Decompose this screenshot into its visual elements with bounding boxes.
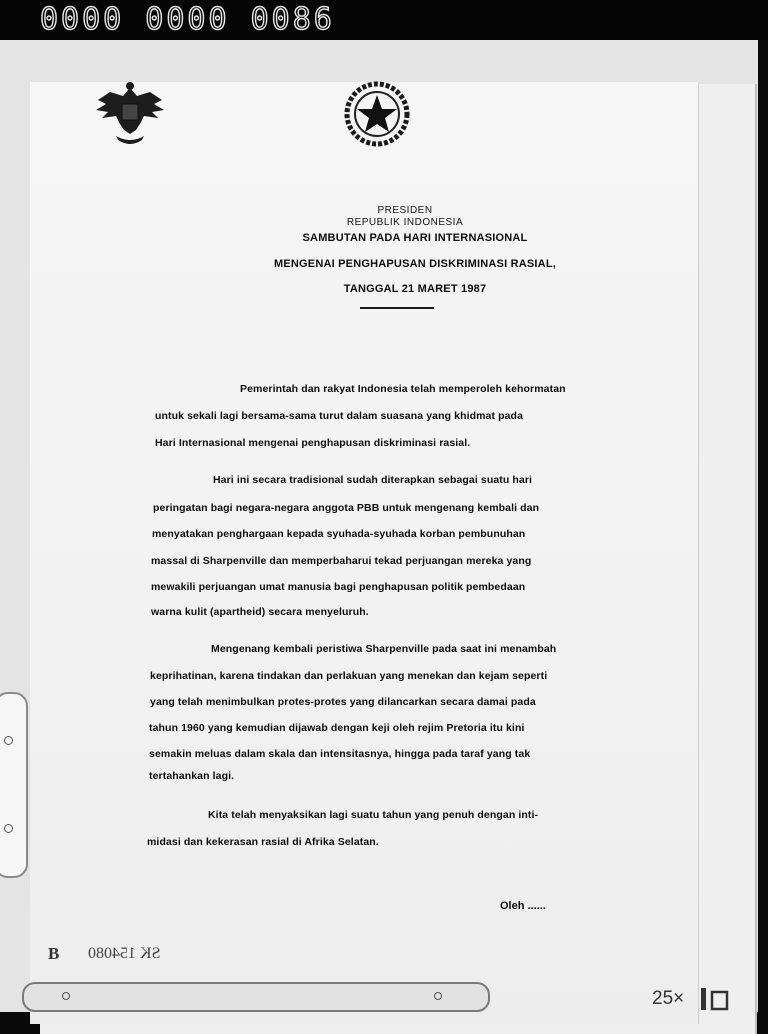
document-page	[30, 82, 698, 1024]
paragraph-2-line-1: Hari ini secara tradisional sudah diterapkan sebagai suatu hari	[213, 474, 533, 486]
paragraph-2-line-2: peringatan bagi negara-negara anggota PBB untuk mengenang kembali dan	[153, 502, 540, 514]
garuda-pancasila-emblem-icon	[90, 78, 170, 150]
paragraph-1-line-2: untuk sekali lagi bersama-sama turut dalam suasana yang khidmat pada	[155, 410, 524, 422]
paragraph-3-line-2: keprihatinan, karena tindakan dan perlakuan yang menekan dan kejam seperti	[150, 670, 548, 682]
paragraph-1-line-1: Pemerintah dan rakyat Indonesia telah memperoleh kehormatan	[240, 383, 566, 395]
scanned-document-area	[0, 40, 758, 1012]
reduction-ratio-box-icon	[700, 986, 730, 1012]
letterhead-title	[330, 205, 480, 229]
document-title-line-3: TANGGAL 21 MARET 1987	[343, 283, 487, 295]
binder-clip-bottom	[22, 982, 490, 1012]
paragraph-2-line-3: menyatakan penghargaan kepada syuhada-syuhada korban pembunuhan	[152, 528, 526, 540]
paragraph-3-line-3: yang telah menimbulkan protes-protes yang dilancarkan secara damai pada	[150, 696, 536, 708]
paragraph-4-line-2: midasi dan kekerasan rasial di Afrika Selatan.	[147, 836, 379, 848]
presidential-star-seal-icon	[335, 80, 419, 152]
paragraph-3-line-5: semakin meluas dalam skala dan intensitasnya, hingga pada taraf yang tak	[149, 748, 531, 760]
closing-continuation: Oleh ......	[500, 900, 546, 912]
archive-letter-mark: B	[48, 944, 60, 963]
paragraph-4-line-1: Kita telah menyaksikan lagi suatu tahun yang penuh dengan inti-	[208, 809, 539, 821]
film-frame-number: 0000 0000 0086	[40, 2, 335, 37]
paragraph-1-line-3: Hari Internasional mengenai penghapusan diskriminasi rasial.	[155, 437, 471, 449]
strip-hole-right	[434, 992, 442, 1000]
clip-hole-bottom	[4, 824, 13, 833]
strip-hole-left	[62, 992, 70, 1000]
paragraph-3-line-1: Mengenang kembali peristiwa Sharpenville pada saat ini menambah	[211, 643, 557, 655]
reduction-ratio-label: 25×	[652, 988, 685, 1009]
paragraph-3-line-6: tertahankan lagi.	[149, 770, 235, 782]
title-underline	[360, 307, 434, 309]
letterhead-line-republik: REPUBLIK INDONESIA	[346, 217, 464, 228]
archive-code-mirrored: SK 154080	[88, 945, 161, 962]
clip-hole-top	[4, 736, 13, 745]
paragraph-2-line-5: mewakili perjuangan umat manusia bagi penghapusan politik pembedaan	[151, 581, 526, 593]
film-header-bar	[0, 0, 768, 40]
paragraph-2-line-6: warna kulit (apartheid) secara menyeluruh.	[151, 606, 369, 618]
paragraph-2-line-4: massal di Sharpenville dan memperbaharui tekad perjuangan mereka yang	[151, 555, 532, 567]
letterhead-line-presiden: PRESIDEN	[377, 205, 433, 216]
binder-clip-left	[0, 692, 28, 878]
document-title-line-1: SAMBUTAN PADA HARI INTERNASIONAL	[302, 232, 528, 244]
paragraph-3-line-4: tahun 1960 yang kemudian dijawab dengan keji oleh rejim Pretoria itu kini	[149, 722, 525, 734]
document-title-line-2: MENGENAI PENGHAPUSAN DISKRIMINASI RASIAL,	[274, 258, 556, 270]
